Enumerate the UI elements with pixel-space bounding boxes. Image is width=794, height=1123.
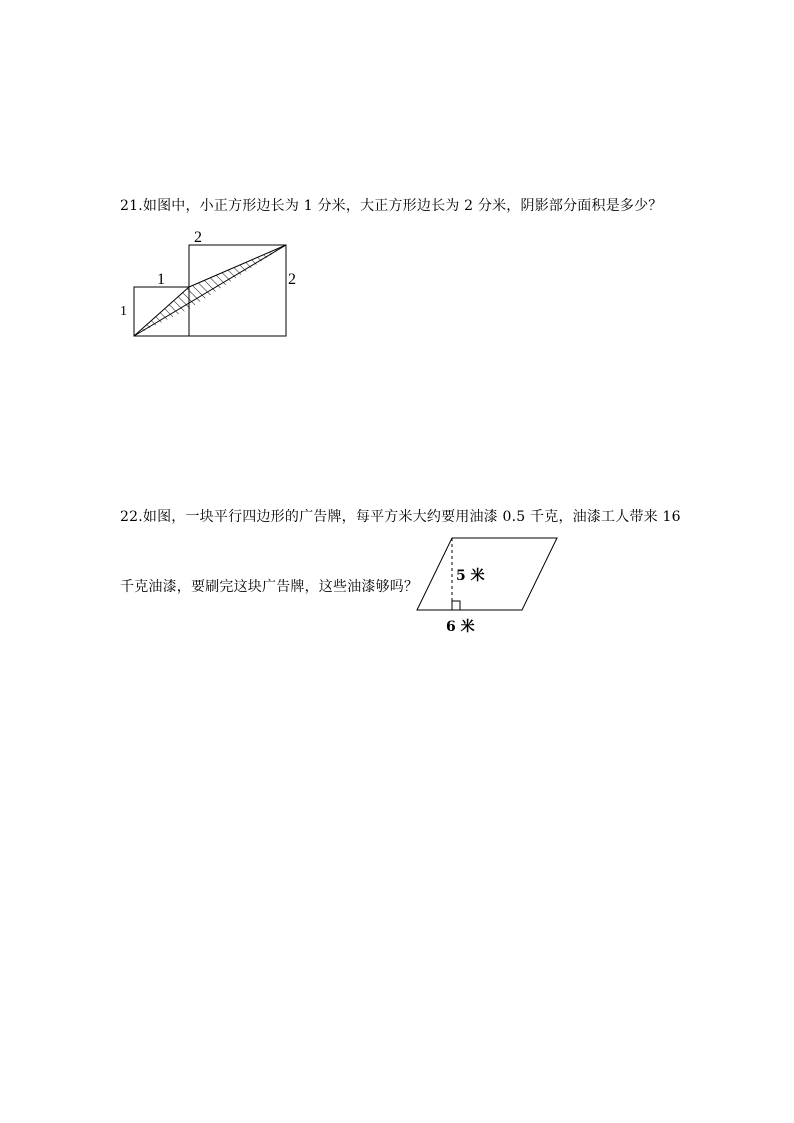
question-22-body-line1: 如图，一块平行四边形的广告牌，每平方米大约要用油漆 0.5 千克，油漆工人带来 16	[142, 509, 681, 525]
small-square-left-label: 1	[120, 304, 127, 319]
question-22-body-line2: 千克油漆，要刷完这块广告牌，这些油漆够吗？	[120, 579, 419, 595]
big-square-right-label: 2	[288, 271, 296, 288]
base-label: 6 米	[446, 619, 475, 635]
question-21-number: 21.	[120, 198, 143, 214]
height-label: 5 米	[456, 568, 485, 584]
big-square-top-label: 2	[194, 229, 202, 246]
parallelogram	[417, 538, 557, 610]
question-21-body: 如图中，小正方形边长为 1 分米，大正方形边长为 2 分米，阴影部分面积是多少？	[142, 198, 663, 214]
small-square-top-label: 1	[157, 271, 165, 288]
right-angle-marker	[452, 601, 460, 610]
question-22-number: 22.	[120, 509, 143, 525]
